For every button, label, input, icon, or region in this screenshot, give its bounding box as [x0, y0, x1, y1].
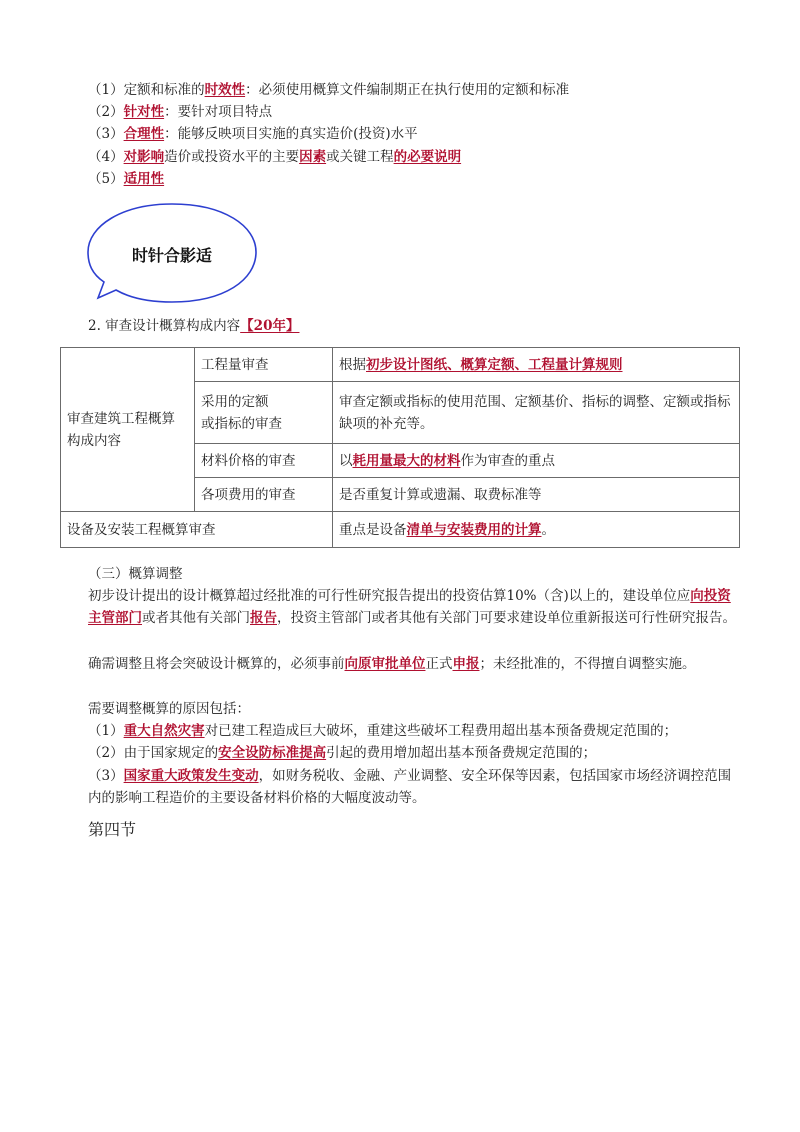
- list-text: （5）: [88, 171, 124, 187]
- para-text: 对已建工程造成巨大破坏，重建这些破坏工程费用超出基本预备费规定范围的；: [204, 723, 678, 739]
- reason-item: [88, 765, 740, 809]
- list-text: ：能够反映项目实施的真实造价(投资)水平: [164, 126, 418, 142]
- row-label: 工程量审查: [195, 348, 333, 382]
- para-text: 或者其他有关部门: [142, 610, 250, 626]
- highlight-term: 耗用量最大的材料: [352, 452, 461, 469]
- table-row: [61, 348, 740, 382]
- cell-text: 作为审查的重点: [460, 452, 555, 469]
- row-label: 各项费用的审查: [195, 478, 333, 512]
- highlight-term: 、: [514, 356, 528, 373]
- bubble-text: 时针合影适: [131, 245, 212, 265]
- row-label-line: 采用的定额: [201, 393, 269, 410]
- paragraph: [88, 653, 740, 675]
- row-content: [333, 444, 740, 478]
- highlight-term: 概算定额: [460, 356, 515, 373]
- para-text: （1）: [88, 723, 124, 739]
- list-item: [88, 124, 418, 144]
- list-item: [88, 80, 569, 100]
- group-label-cell: [61, 348, 195, 512]
- highlight-term: 重大自然灾害: [123, 723, 205, 739]
- highlight-term: 申报: [452, 656, 480, 672]
- list-text: （2）: [88, 104, 124, 120]
- highlight-term: 因素: [299, 149, 327, 165]
- equip-label: 设备及安装工程概算审查: [61, 512, 333, 548]
- reason-item: [88, 720, 740, 742]
- highlight-term: 的必要说明: [393, 149, 462, 165]
- para-text: 初步设计提出的设计概算超过经批准的可行性研究报告提出的投资估算10%（含)以上的，建设单位应: [88, 588, 691, 604]
- section-title: 2. 审查设计概算构成内容: [88, 318, 241, 334]
- highlight-term: 向投资主管部门: [88, 588, 731, 626]
- paragraph: [88, 585, 740, 629]
- highlight-term: 合理性: [123, 126, 165, 142]
- para-text: 确需调整且将会突破设计概算的，必须事前: [88, 656, 345, 672]
- highlight-term: 、: [447, 356, 461, 373]
- cell-text: 根据: [339, 356, 366, 373]
- paragraph: 需要调整概算的原因包括：: [88, 701, 250, 717]
- highlight-term: 安全设防标准提高: [218, 745, 327, 761]
- list-item: [88, 147, 461, 167]
- row-content: [333, 512, 740, 548]
- table-row: [61, 512, 740, 548]
- highlight-term: 适用性: [123, 171, 165, 187]
- highlight-term: 清单与安装费用的计算: [406, 521, 542, 538]
- highlight-term: 工程量计算规则: [528, 356, 623, 373]
- para-text: 正式: [425, 656, 453, 672]
- reason-item: [88, 742, 740, 764]
- list-item: [88, 169, 164, 189]
- group-label: 审查建筑工程概算构成内容: [67, 410, 175, 449]
- para-text: ，如财务税收、金融、产业调整、安全环保等因素，包括国家市场经济调控范围内的影响工程造价的主要设备材料价格的大幅度波动等。: [88, 768, 732, 806]
- section-heading: 第四节: [88, 820, 137, 839]
- row-label-line: 或指标的审查: [201, 415, 282, 432]
- list-text: 造价或投资水平的主要: [164, 149, 300, 165]
- list-text: （3）: [88, 126, 124, 142]
- para-text: 引起的费用增加超出基本预备费规定范围的；: [326, 745, 597, 761]
- cell-text: 以: [339, 452, 353, 469]
- section-heading: [88, 316, 299, 336]
- para-text: ；未经批准的，不得擅自调整实施。: [479, 656, 696, 672]
- row-content: 是否重复计算或遗漏、取费标准等: [333, 478, 740, 512]
- para-text: （2）由于国家规定的: [88, 745, 219, 761]
- highlight-term: 初步设计图纸: [366, 356, 447, 373]
- highlight-term: 时效性: [204, 82, 246, 98]
- highlight-term: 向原审批单位: [344, 656, 426, 672]
- speech-bubble: [84, 198, 252, 308]
- list-text: 或关键工程: [326, 149, 394, 165]
- row-content: [333, 348, 740, 382]
- highlight-term: 国家重大政策发生变动: [123, 768, 259, 784]
- highlight-term: 报告: [250, 610, 277, 626]
- list-item: [88, 102, 272, 122]
- highlight-term: 针对性: [123, 104, 165, 120]
- review-table: [60, 347, 740, 548]
- row-label: [195, 382, 333, 444]
- section-heading: （三）概算调整: [88, 566, 183, 582]
- list-text: ：必须使用概算文件编制期正在执行使用的定额和标准: [245, 82, 570, 98]
- year-tag: 【20年】: [240, 318, 300, 334]
- list-text: （4）: [88, 149, 124, 165]
- cell-text: 。: [541, 521, 555, 538]
- list-text: （1）定额和标准的: [88, 82, 205, 98]
- row-content: 审查定额或指标的使用范围、定额基价、指标的调整、定额或指标缺项的补充等。: [333, 382, 740, 444]
- list-text: ：要针对项目特点: [164, 104, 273, 120]
- highlight-term: 对影响: [123, 149, 165, 165]
- cell-text: 重点是设备: [339, 521, 407, 538]
- para-text: ，投资主管部门或者其他有关部门可要求建设单位重新报送可行性研究报告。: [277, 610, 736, 626]
- para-text: （3）: [88, 768, 124, 784]
- row-label: 材料价格的审查: [195, 444, 333, 478]
